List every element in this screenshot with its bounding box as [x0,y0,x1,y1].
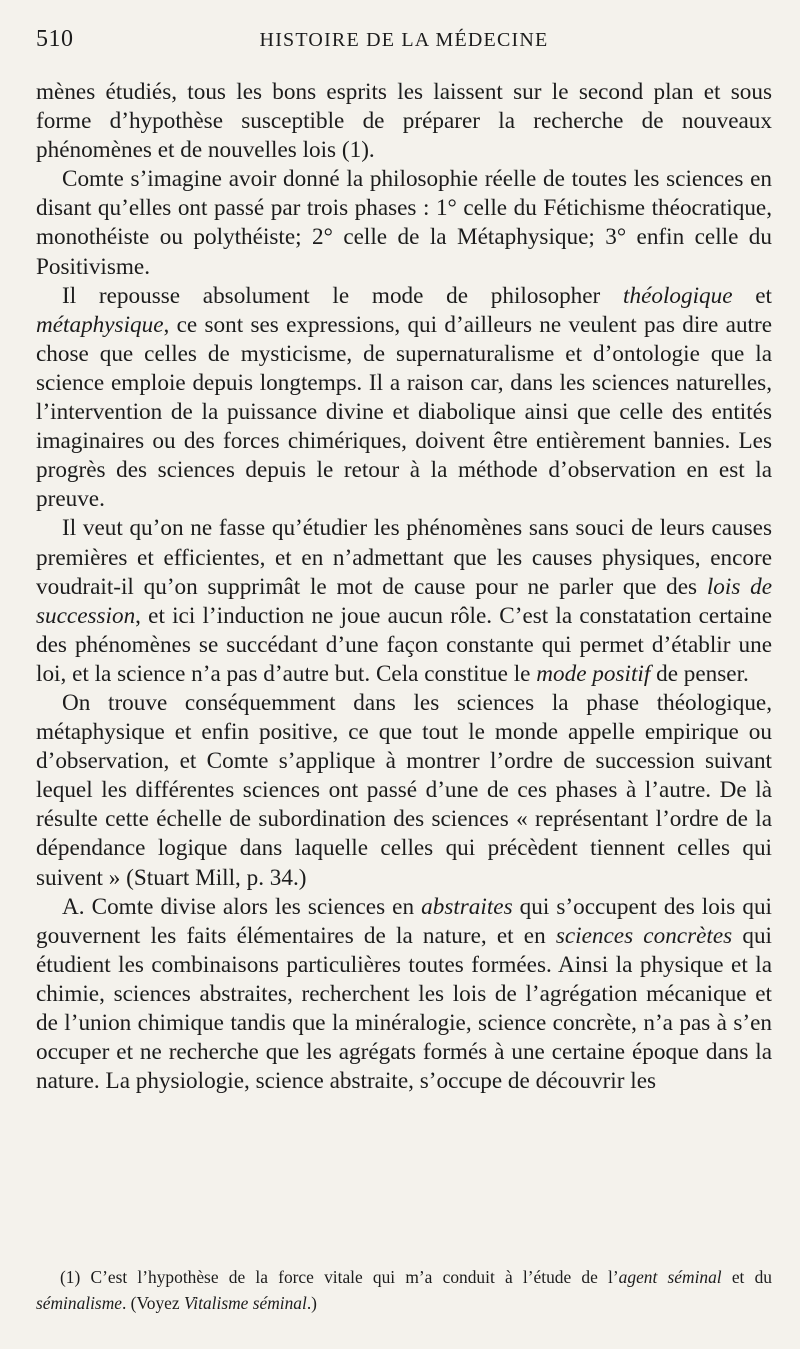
italic-text: théologique [623,282,733,309]
paragraph [36,165,772,281]
italic-text: sciences concrètes [555,922,733,949]
text-run: , et ici l’induction ne joue aucun rôle. C’est la constatation certaine des phénomènes se succédant d’une façon constante qui permet d’établir une loi, et la science n’a pas d’autre but. Cela constitue le [36,602,772,687]
footnote [36,1264,772,1316]
text-run: et [732,282,772,309]
text-run: mènes étudiés, tous les bons esprits les laissent sur le second plan et sous forme d’hypothèse susceptible de préparer la recherche de nouveaux phénomènes et de nouvelles lois (1). [36,79,772,164]
page-number: 510 [36,26,74,52]
italic-text: lois de succession [36,573,772,629]
text-run: (1) C’est l’hypothèse de la force vitale qui m’a conduit à l’étude de l’ [60,1267,619,1287]
text-run: A. Comte divise alors les sciences en [62,893,422,920]
text-run: . (Voyez [121,1293,184,1313]
italic-text: abstraites [421,893,513,920]
paragraph [36,282,772,515]
text-run: Il repousse absolument le mode de philosopher [62,282,624,309]
text-run: qui s’occupent des lois qui gouvernent les faits élémentaires de la nature, et en [36,893,772,949]
text-run: .) [306,1293,317,1313]
text-run: Comte s’imagine avoir donné la philosophie réelle de toutes les sciences en disant qu’elles ont passé par trois phases : 1° celle du Fétichisme théocratique, monothéiste ou polythéiste; 2° celle de la Métaphysique; 3° enfin celle du Positivisme. [36,166,772,280]
footnotes [36,1264,772,1316]
italic-text: Vitalisme séminal [183,1293,307,1313]
text-run: , ce sont ses expressions, qui d’ailleurs ne veulent pas dire autre chose que celles de mysticisme, de supernaturalisme et d’ontologie que la science emploie depuis longtemps. Il a raison car, dans les sciences naturelles, l’intervention de la puissance divine et diabolique ainsi que celle des entités imaginaires ou des forces chimériques, doivent être entièrement bannies. Les progrès des sciences depuis le retour à la méthode d’observation en est la preuve. [36,311,772,513]
italic-text: séminalisme [36,1293,122,1313]
paragraph [36,893,772,1097]
text-run: On trouve conséquemment dans les sciences la phase théologique, métaphysique et enfin positive, ce que tout le monde appelle empirique ou d’observation, et Comte s’applique à montrer l’ordre de succession suivant lequel les différentes sciences ont passé d’une de ces phases à l’autre. De là résulte cette échelle de subordination des sciences « représentant l’ordre de la dépendance logique dans laquelle celles qui précèdent tiennent celles qui suivent » (Stuart Mill, p. 34.) [36,689,772,891]
running-title: HISTOIRE DE LA MÉDECINE [259,29,549,51]
paragraph [36,689,772,893]
text-run: et du [721,1267,772,1287]
text-run: qui étudient les combinaisons particulières toutes formées. Ainsi la physique et la chimie, sciences abstraites, recherchent les lois de l’agrégation mécanique et de l’union chimique tandis que la minéralogie, science concrète, n’a pas à s’en occuper et ne recherche que les agrégats formés à une certaine époque dans la nature. La physiologie, science abstraite, s’occupe de découvrir les [36,922,772,1095]
text-run: Il veut qu’on ne fasse qu’étudier les phénomènes sans souci de leurs causes premières et efficientes, et en n’admettant que les causes physiques, encore voudrait-il qu’on supprimât le mot de cause pour ne parler que des [36,515,772,600]
body-text [36,78,772,1096]
page-header [36,26,772,78]
paragraph [36,514,772,689]
text-run: de penser. [650,660,749,687]
italic-text: mode positif [536,660,651,687]
italic-text: agent séminal [618,1267,722,1287]
paragraph [36,78,772,165]
italic-text: métaphysique [36,311,164,338]
